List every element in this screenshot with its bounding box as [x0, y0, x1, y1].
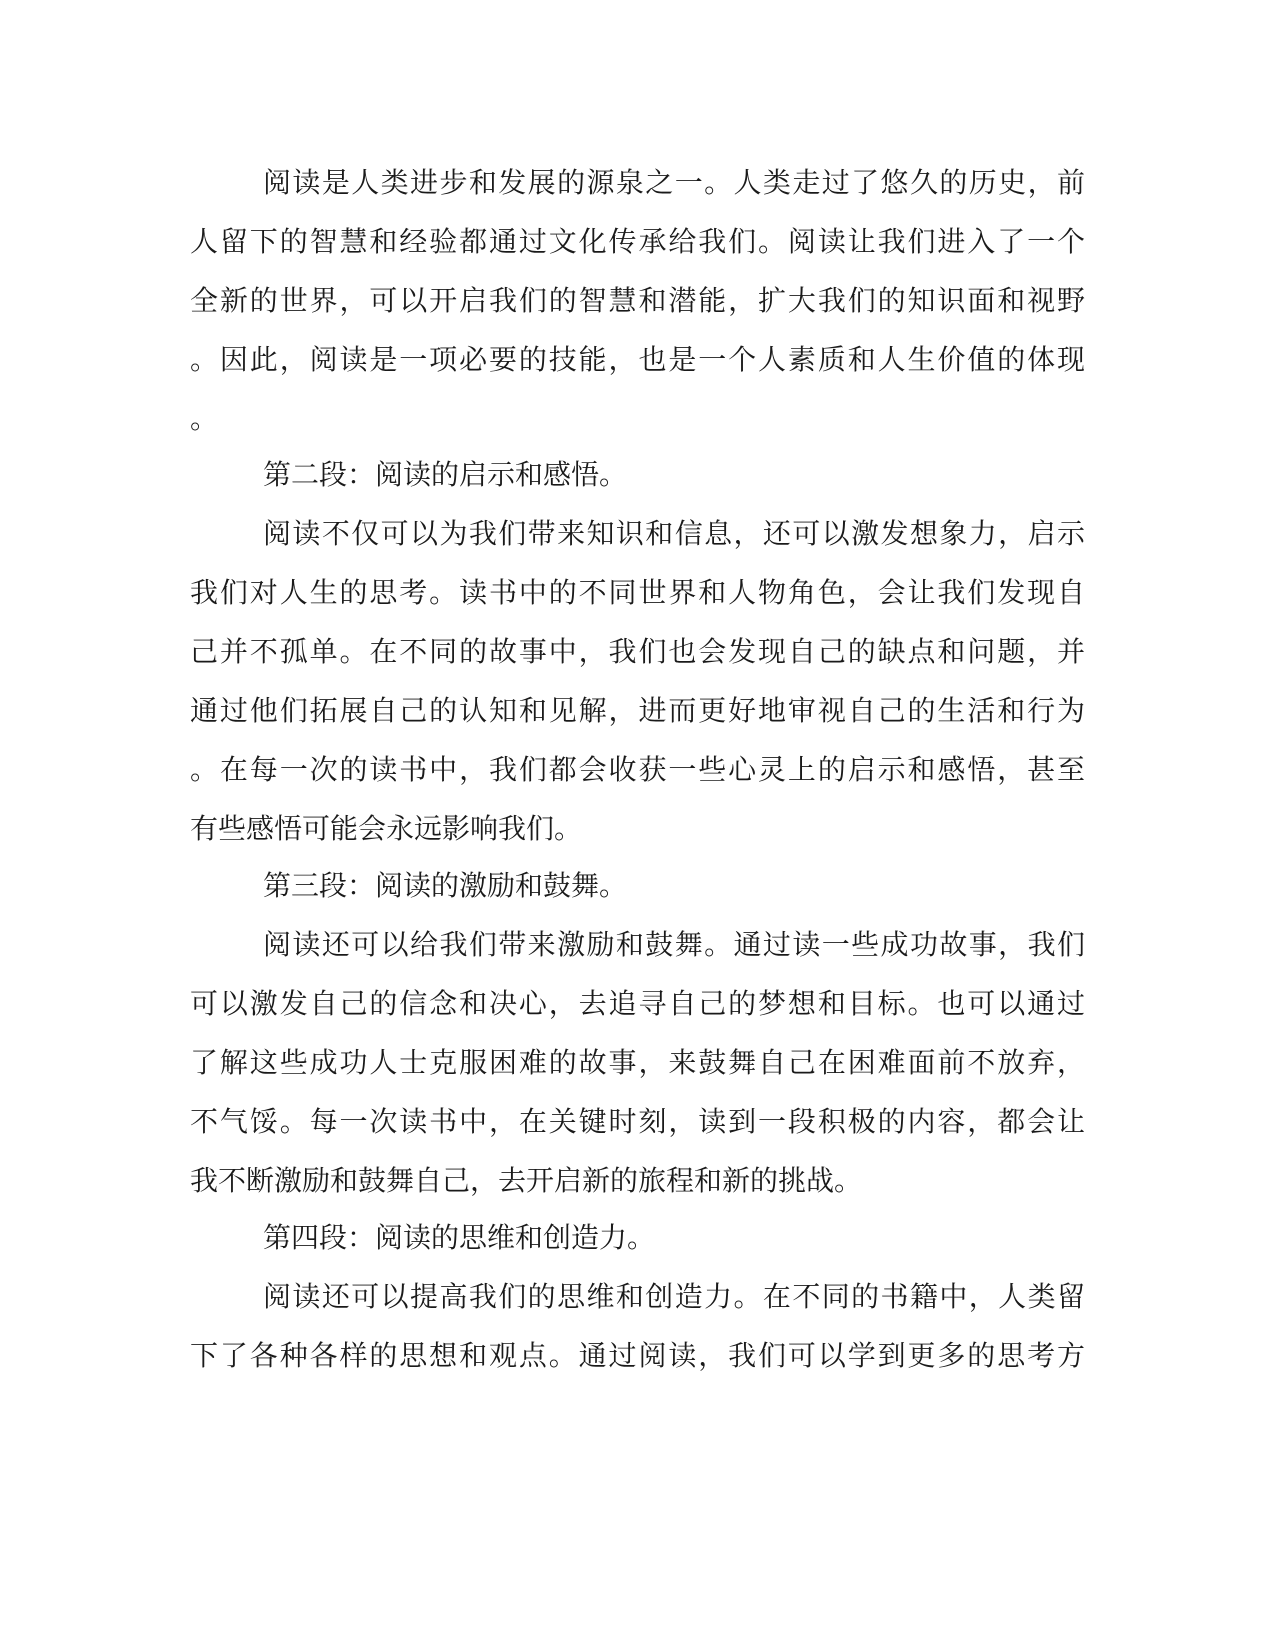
text-line: 了解这些成功人士克服困难的故事，来鼓舞自己在困难面前不放弃，	[190, 1046, 1085, 1079]
section-heading: 第三段：阅读的激励和鼓舞。	[263, 869, 628, 902]
text-line: 我不断激励和鼓舞自己，去开启新的旅程和新的挑战。	[190, 1164, 863, 1197]
text-line: 有些感悟可能会永远影响我们。	[190, 812, 583, 845]
text-line: 我们对人生的思考。读书中的不同世界和人物角色，会让我们发现自	[190, 576, 1085, 609]
text-line: 阅读还可以给我们带来激励和鼓舞。通过读一些成功故事，我们	[263, 928, 1085, 961]
text-line: 。	[190, 402, 219, 435]
text-line: 下了各种各样的思想和观点。通过阅读，我们可以学到更多的思考方	[190, 1339, 1085, 1372]
section-heading: 第四段：阅读的思维和创造力。	[263, 1221, 656, 1254]
text-line: 通过他们拓展自己的认知和见解，进而更好地审视自己的生活和行为	[190, 694, 1085, 727]
text-line: 。在每一次的读书中，我们都会收获一些心灵上的启示和感悟，甚至	[190, 753, 1085, 786]
text-line: 。因此，阅读是一项必要的技能，也是一个人素质和人生价值的体现	[190, 343, 1085, 376]
text-line: 可以激发自己的信念和决心，去追寻自己的梦想和目标。也可以通过	[190, 987, 1085, 1020]
text-line: 阅读不仅可以为我们带来知识和信息，还可以激发想象力，启示	[263, 517, 1085, 550]
text-line: 阅读是人类进步和发展的源泉之一。人类走过了悠久的历史，前	[263, 166, 1085, 199]
text-line: 人留下的智慧和经验都通过文化传承给我们。阅读让我们进入了一个	[190, 225, 1085, 258]
text-line: 阅读还可以提高我们的思维和创造力。在不同的书籍中，人类留	[263, 1280, 1085, 1313]
text-line: 己并不孤单。在不同的故事中，我们也会发现自己的缺点和问题，并	[190, 635, 1085, 668]
text-line: 全新的世界，可以开启我们的智慧和潜能，扩大我们的知识面和视野	[190, 284, 1085, 317]
section-heading: 第二段：阅读的启示和感悟。	[263, 458, 628, 491]
text-line: 不气馁。每一次读书中，在关键时刻，读到一段积极的内容，都会让	[190, 1105, 1085, 1138]
